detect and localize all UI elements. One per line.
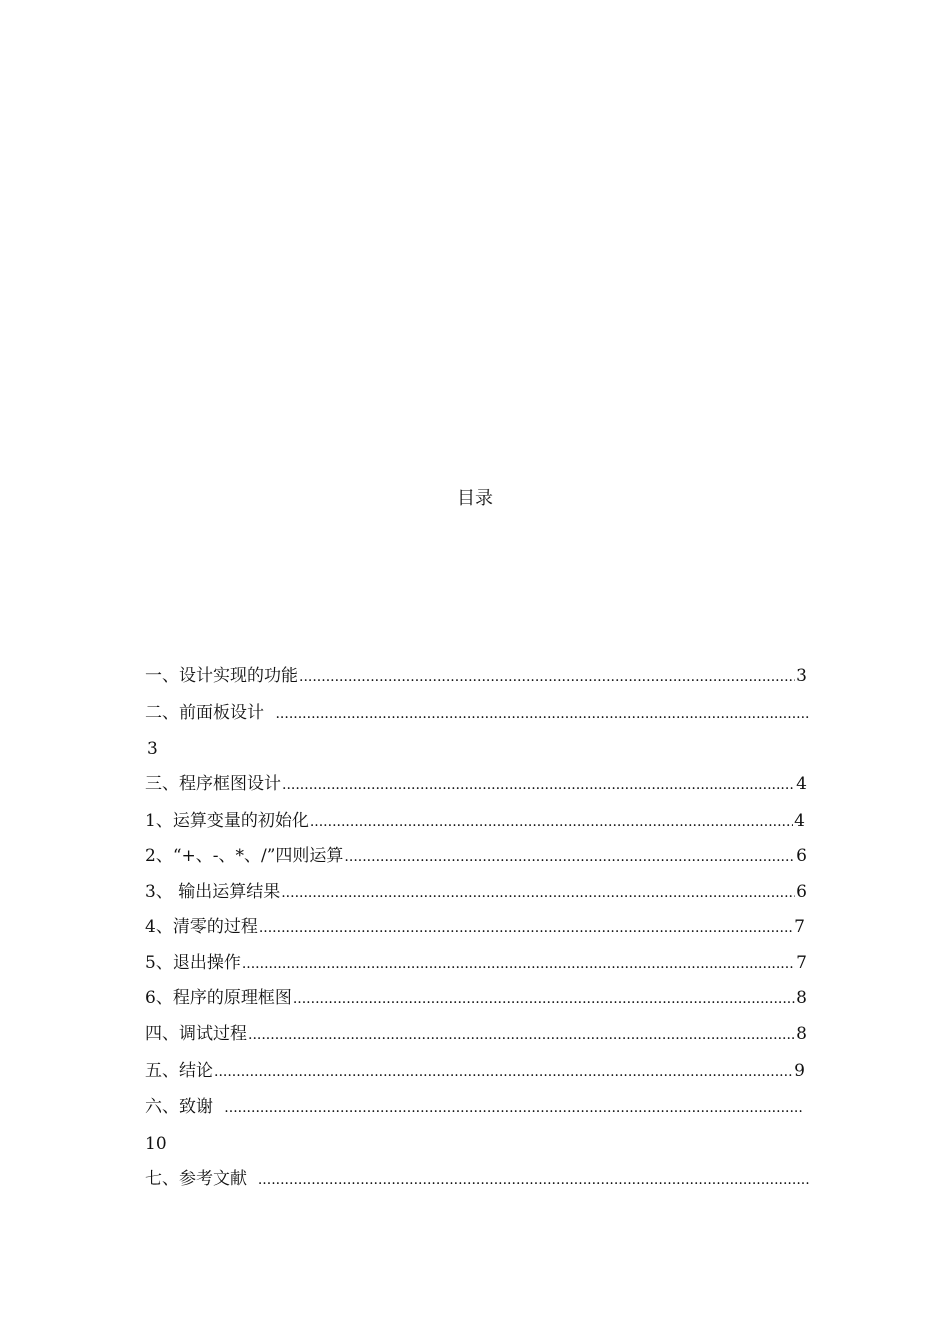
toc-entry[interactable] bbox=[145, 952, 807, 974]
toc-entry[interactable] bbox=[145, 1096, 803, 1118]
toc-entry[interactable] bbox=[145, 916, 805, 938]
toc-leader-dots bbox=[344, 846, 795, 868]
toc-entry-label: 3、 输出运算结果 bbox=[145, 882, 281, 902]
toc-leader-dots bbox=[275, 703, 810, 725]
toc-entry-page: 7 bbox=[794, 917, 805, 937]
toc-entry[interactable] bbox=[145, 1060, 805, 1082]
toc-entry-page-wrapped: 10 bbox=[145, 1134, 167, 1154]
toc-leader-dots bbox=[259, 917, 793, 939]
toc-entry-page: 7 bbox=[796, 953, 807, 973]
toc-entry-page: 6 bbox=[796, 846, 807, 866]
toc-entry-label: 5、退出操作 bbox=[145, 953, 241, 973]
page-title: 目录 bbox=[457, 488, 493, 509]
toc-entry-page: 9 bbox=[794, 1061, 805, 1081]
toc-leader-dots bbox=[310, 811, 793, 833]
toc-leader-dots bbox=[293, 988, 795, 1010]
toc-entry-page: 8 bbox=[796, 988, 807, 1008]
toc-entry[interactable] bbox=[145, 845, 807, 867]
toc-entry[interactable] bbox=[145, 702, 811, 724]
toc-entry-page: 6 bbox=[796, 882, 807, 902]
toc-entry[interactable] bbox=[145, 810, 805, 832]
toc-entry[interactable] bbox=[145, 665, 807, 687]
toc-entry-label: 六、致谢 bbox=[145, 1097, 213, 1117]
toc-leader-dots bbox=[258, 1169, 810, 1191]
toc-leader-dots bbox=[282, 774, 795, 796]
toc-entry[interactable] bbox=[145, 987, 807, 1009]
toc-leader-dots bbox=[299, 666, 795, 688]
toc-leader-dots bbox=[242, 953, 795, 975]
toc-entry-label: 二、前面板设计 bbox=[145, 703, 264, 723]
toc-entry-page: 3 bbox=[796, 666, 807, 686]
toc-entry[interactable] bbox=[145, 1168, 811, 1190]
toc-entry-label: 七、参考文献 bbox=[145, 1169, 247, 1189]
toc-leader-dots bbox=[248, 1024, 795, 1046]
toc-entry-page: 4 bbox=[796, 774, 807, 794]
toc-entry-label: 1、运算变量的初始化 bbox=[145, 811, 309, 831]
toc-entry-label: 三、程序框图设计 bbox=[145, 774, 281, 794]
toc-entry-label: 一、设计实现的功能 bbox=[145, 666, 298, 686]
toc-entry-label: 4、清零的过程 bbox=[145, 917, 258, 937]
toc-entry[interactable] bbox=[145, 881, 807, 903]
toc-entry-label: 2、“+、-、*、/”四则运算 bbox=[145, 846, 344, 866]
toc-entry[interactable] bbox=[145, 1023, 807, 1045]
toc-entry-page-wrapped: 3 bbox=[147, 739, 158, 759]
toc-entry-label: 四、调试过程 bbox=[145, 1024, 247, 1044]
toc-leader-dots bbox=[214, 1061, 793, 1083]
toc-entry-label: 五、结论 bbox=[145, 1061, 213, 1081]
toc-leader-dots bbox=[281, 882, 795, 904]
toc-entry-page: 4 bbox=[794, 811, 805, 831]
toc-entry-label: 6、程序的原理框图 bbox=[145, 988, 292, 1008]
toc-entry-page: 8 bbox=[796, 1024, 807, 1044]
toc-entry[interactable] bbox=[145, 773, 807, 795]
toc-leader-dots bbox=[224, 1097, 802, 1119]
